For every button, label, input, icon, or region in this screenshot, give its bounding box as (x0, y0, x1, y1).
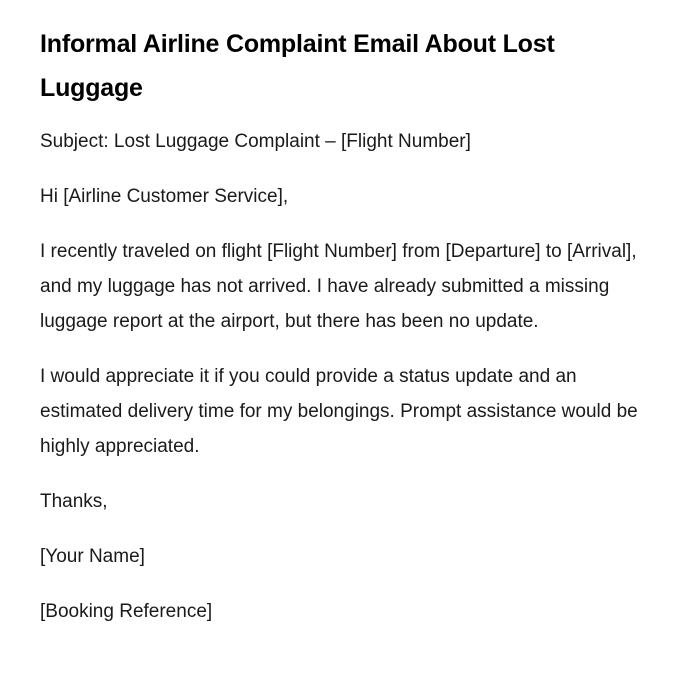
sender-name: [Your Name] (40, 546, 145, 567)
booking-reference: [Booking Reference] (40, 601, 213, 622)
email-body-paragraph-2: I would appreciate it if you could provide a status update and an estimated delivery time for my belongings. Prompt assistance would be highly appreciated. (40, 366, 638, 457)
email-greeting: Hi [Airline Customer Service], (40, 186, 289, 207)
email-closing: Thanks, (40, 491, 108, 512)
email-subject: Subject: Lost Luggage Complaint – [Flight Number] (40, 131, 471, 152)
email-body-paragraph-1: I recently traveled on flight [Flight Number] from [Departure] to [Arrival], and my luggage has not arrived. I have already submitted a missing luggage report at the airport, but there has been no update. (40, 241, 637, 332)
document-title: Informal Airline Complaint Email About Lost Luggage (40, 30, 555, 102)
